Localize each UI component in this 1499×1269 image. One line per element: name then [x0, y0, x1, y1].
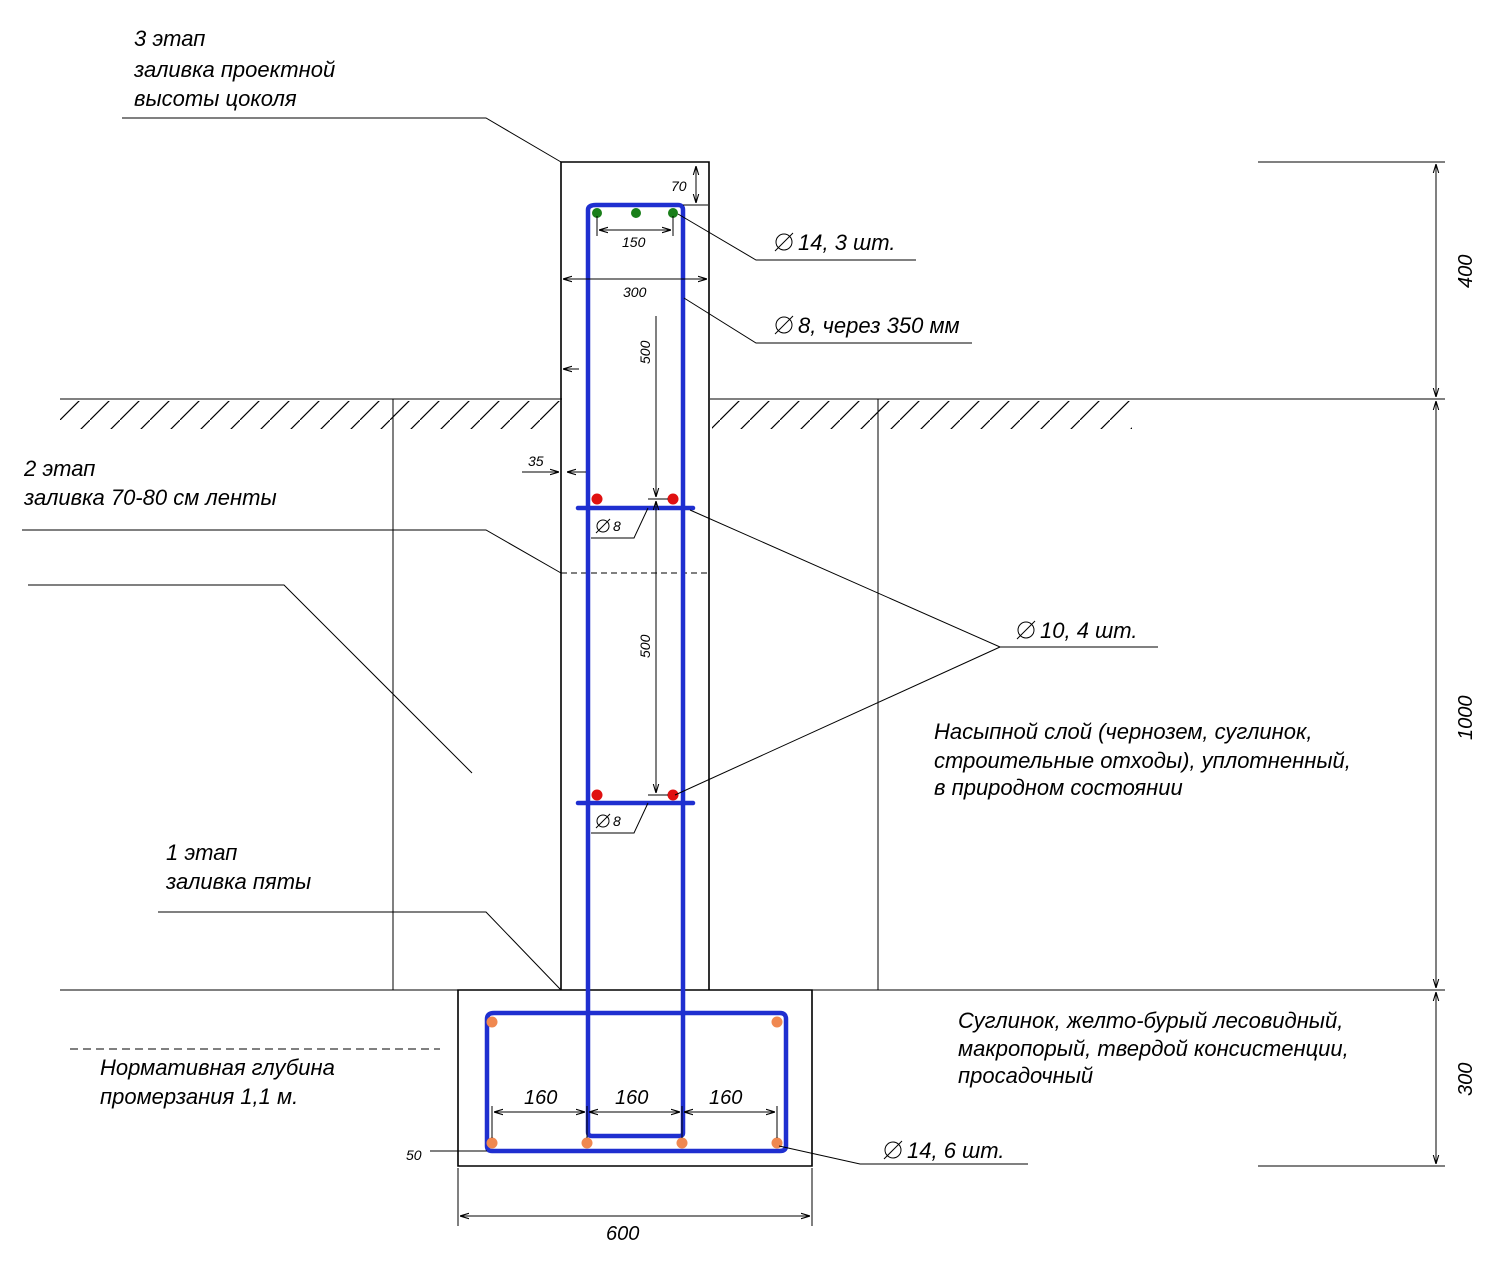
dim-top-spacing: 150	[622, 234, 646, 250]
stage2-line1: 2 этап	[24, 456, 96, 481]
diameter-icon	[775, 233, 793, 251]
stage3-line2: заливка проектной	[134, 57, 336, 82]
fill-line1: Насыпной слой (чернозем, суглинок,	[934, 719, 1313, 744]
dim-foot-width: 600	[606, 1223, 640, 1245]
diameter-icon	[596, 519, 610, 533]
stage3-line1: 3 этап	[134, 26, 206, 51]
fill-layer-label	[934, 719, 1357, 800]
dim-foot-span-3: 160	[709, 1087, 743, 1109]
loam-line2: макропорый, твердой консистенции,	[958, 1036, 1349, 1061]
callout-top-bars: 14, 3 шт.	[798, 230, 896, 255]
fill-line3: в природном состоянии	[934, 775, 1183, 800]
diameter-icon	[1017, 621, 1035, 639]
dim-foot-span-2: 160	[615, 1087, 649, 1109]
diameter-icon	[775, 316, 793, 334]
dim-spacing-lower: 500	[637, 634, 653, 658]
frost-line1: Нормативная глубина	[100, 1055, 335, 1080]
ground-surface	[60, 399, 1445, 429]
dim-spacing-upper: 500	[637, 340, 653, 364]
fill-line2: строительные отходы), уплотненный,	[934, 748, 1351, 773]
loam-line3: просадочный	[958, 1063, 1094, 1088]
stage2-label	[23, 456, 277, 510]
stage3-line3: высоты цоколя	[134, 86, 297, 111]
callout-small-bar-2: 8	[613, 813, 621, 829]
frost-depth-label	[100, 1055, 341, 1109]
dim-cover-top: 70	[671, 178, 687, 194]
top-bars	[592, 208, 678, 218]
bar-dot	[677, 1138, 688, 1149]
bar-dot	[592, 790, 603, 801]
stage1-label	[165, 840, 311, 894]
dim-height-wall: 1000	[1455, 695, 1477, 740]
frost-line2: промерзания 1,1 м.	[100, 1084, 299, 1109]
bottom-bars	[487, 1017, 783, 1149]
bar-dot	[668, 494, 679, 505]
callout-small-bar-1: 8	[613, 518, 621, 534]
dim-height-plinth: 400	[1455, 254, 1477, 288]
callout-bottom-bars: 14, 6 шт.	[907, 1138, 1005, 1163]
bar-dot	[582, 1138, 593, 1149]
bar-dot	[631, 208, 641, 218]
diameter-icon	[596, 814, 610, 828]
callout-middle-bars: 10, 4 шт.	[1040, 618, 1138, 643]
stage1-line1: 1 этап	[166, 840, 238, 865]
middle-bars	[592, 494, 679, 801]
bar-dot	[772, 1017, 783, 1028]
dim-wall-width: 300	[623, 284, 647, 300]
callout-stirrup: 8, через 350 мм	[798, 313, 960, 338]
dim-bottom-cover: 50	[406, 1147, 422, 1163]
loam-line1: Суглинок, желто-бурый лесовидный,	[958, 1008, 1344, 1033]
loam-label	[958, 1008, 1355, 1088]
diameter-icon	[884, 1141, 902, 1159]
foundation-outline	[458, 162, 812, 1166]
stage1-line2: заливка пяты	[166, 869, 312, 894]
dim-side-cover: 35	[528, 453, 544, 469]
bar-dot	[668, 790, 679, 801]
dim-foot-span-1: 160	[524, 1087, 558, 1109]
bar-dot	[487, 1138, 498, 1149]
bar-dot	[487, 1017, 498, 1028]
stage3-label	[133, 26, 341, 111]
dim-height-foot: 300	[1455, 1062, 1477, 1096]
stage2-line2: заливка 70-80 см ленты	[24, 485, 277, 510]
bar-dot	[592, 494, 603, 505]
